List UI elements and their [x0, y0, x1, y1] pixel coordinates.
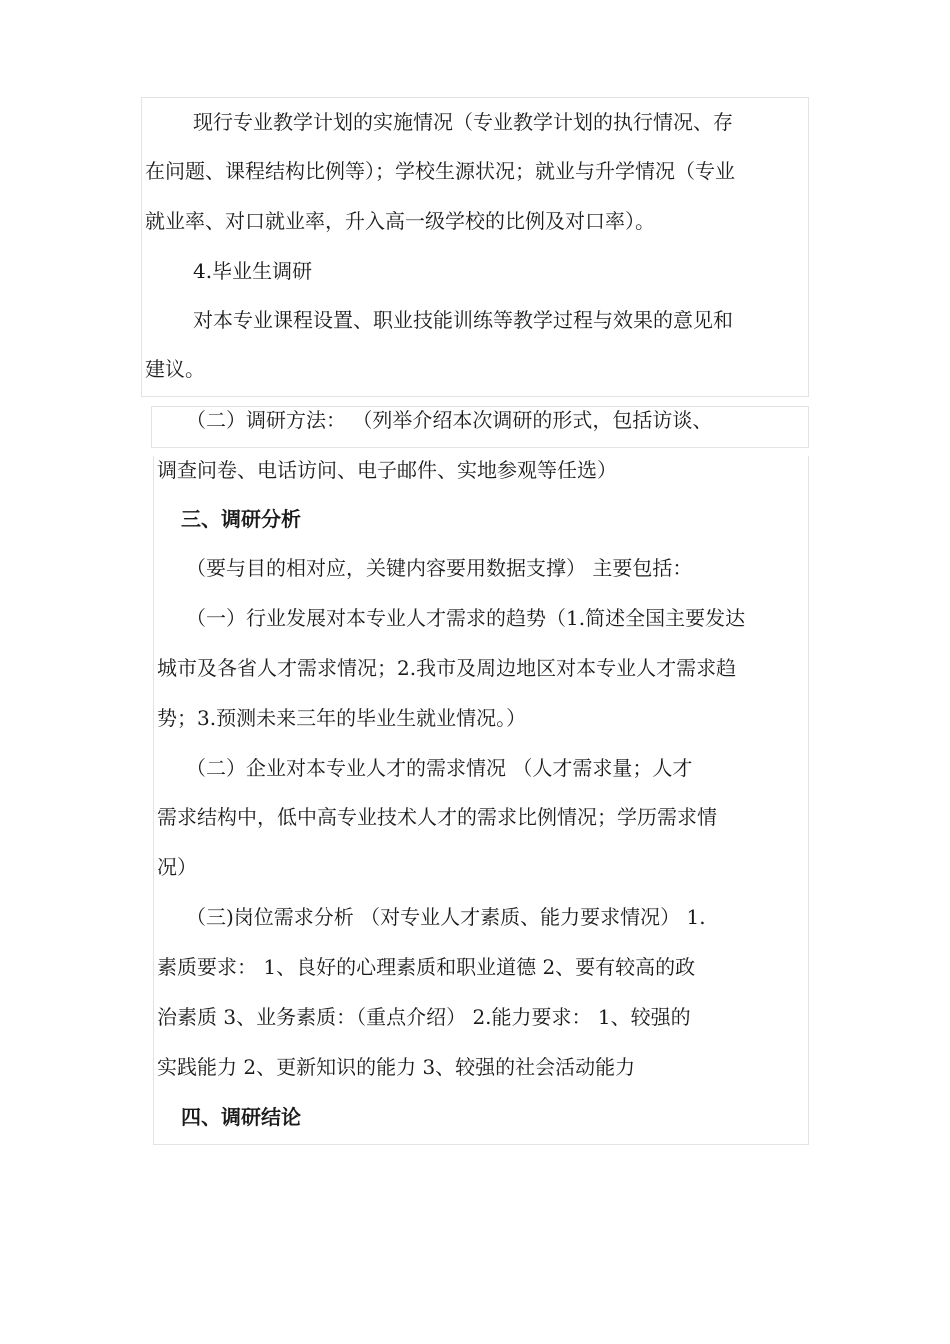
- paragraph-line: （三)岗位需求分析 （对专业人才素质、能力要求情况） 1.: [186, 905, 706, 929]
- paragraph-line: 实践能力 2、更新知识的能力 3、较强的社会活动能力: [157, 1055, 636, 1079]
- paragraph-line: （二）企业对本专业人才的需求情况 （人才需求量；人才: [186, 756, 693, 780]
- text-frame-top: [141, 97, 809, 397]
- methods-line: 调查问卷、电话访问、电子邮件、实地参观等任选）: [157, 458, 617, 482]
- paragraph-line: 需求结构中，低中高专业技术人才的需求比例情况；学历需求情: [157, 805, 717, 829]
- methods-line: （二）调研方法： （列举介绍本次调研的形式，包括访谈、: [186, 408, 713, 432]
- paragraph-line: 势；3.预测未来三年的毕业生就业情况。）: [157, 706, 527, 730]
- paragraph-line: 建议。: [145, 357, 205, 381]
- paragraph-line: 对本专业课程设置、职业技能训练等教学过程与效果的意见和: [193, 308, 733, 332]
- paragraph-line: 素质要求： 1、良好的心理素质和职业道德 2、要有较高的政: [157, 955, 696, 979]
- analysis-intro: （要与目的相对应，关键内容要用数据支撑） 主要包括：: [186, 556, 693, 580]
- subheading: 4.毕业生调研: [193, 259, 313, 283]
- paragraph-line: 就业率、对口就业率，升入高一级学校的比例及对口率）。: [145, 209, 655, 233]
- section-heading-analysis: 三、调研分析: [181, 507, 301, 531]
- paragraph-line: （一）行业发展对本专业人才需求的趋势（1.简述全国主要发达: [186, 606, 746, 630]
- paragraph-line: 城市及各省人才需求情况；2.我市及周边地区对本专业人才需求趋: [157, 656, 737, 680]
- paragraph-line: 治素质 3、业务素质：（重点介绍） 2.能力要求： 1、较强的: [157, 1005, 691, 1029]
- paragraph-line: 在问题、课程结构比例等）；学校生源状况；就业与升学情况（专业: [145, 159, 735, 183]
- paragraph-line: 现行专业教学计划的实施情况（专业教学计划的执行情况、存: [193, 110, 733, 134]
- section-heading-conclusion: 四、调研结论: [181, 1105, 301, 1129]
- paragraph-line: 况）: [157, 855, 197, 879]
